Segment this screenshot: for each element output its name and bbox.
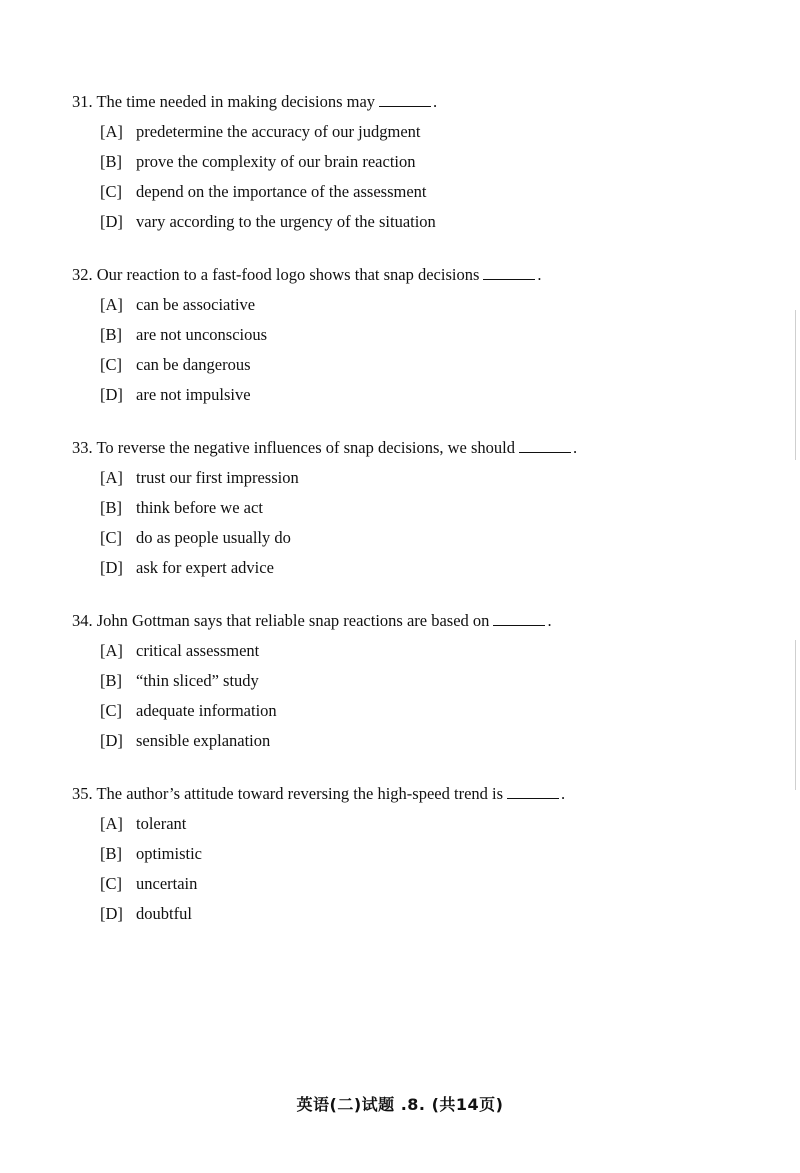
option-text: uncertain <box>136 874 198 893</box>
option-text: can be dangerous <box>136 355 251 374</box>
question-text: Our reaction to a fast-food logo shows that snap decisions <box>96 265 480 284</box>
question-33 <box>72 436 712 580</box>
option-letter: [A] <box>100 468 123 487</box>
option-text: think before we act <box>136 498 263 517</box>
answer-blank <box>493 611 545 626</box>
option-b <box>100 842 712 866</box>
question-35 <box>72 782 712 926</box>
option-c <box>100 180 712 204</box>
question-number: 31. <box>72 92 93 111</box>
option-text: are not unconscious <box>136 325 268 344</box>
option-text: sensible explanation <box>136 731 271 750</box>
question-text: The author’s attitude toward reversing the high-speed trend is <box>96 784 504 803</box>
option-d <box>100 729 712 753</box>
question-stem <box>72 609 712 633</box>
scan-edge-line <box>795 640 796 790</box>
option-letter: [A] <box>100 122 123 141</box>
question-32 <box>72 263 712 407</box>
scan-edge-line <box>795 310 796 460</box>
option-c <box>100 872 712 896</box>
question-34 <box>72 609 712 753</box>
question-stem <box>72 263 712 287</box>
option-text: “thin sliced” study <box>136 671 259 690</box>
option-letter: [B] <box>100 152 122 171</box>
page-footer: 英语(二)试题 .8. (共14页) <box>296 1095 504 1114</box>
question-suffix: . <box>433 92 438 111</box>
question-stem <box>72 436 712 460</box>
option-letter: [B] <box>100 325 122 344</box>
question-suffix: . <box>537 265 542 284</box>
option-text: trust our first impression <box>136 468 299 487</box>
option-letter: [A] <box>100 641 123 660</box>
option-letter: [C] <box>100 528 122 547</box>
option-text: tolerant <box>136 814 187 833</box>
question-suffix: . <box>573 438 578 457</box>
option-d <box>100 210 712 234</box>
option-text: can be associative <box>136 295 256 314</box>
option-text: ask for expert advice <box>136 558 274 577</box>
option-text: prove the complexity of our brain reaction <box>136 152 416 171</box>
option-list <box>100 120 712 234</box>
option-a <box>100 466 712 490</box>
option-c <box>100 526 712 550</box>
question-stem <box>72 782 712 806</box>
question-31 <box>72 90 712 234</box>
option-c <box>100 353 712 377</box>
option-letter: [C] <box>100 182 122 201</box>
option-letter: [D] <box>100 904 123 923</box>
question-suffix: . <box>547 611 552 630</box>
option-list <box>100 812 712 926</box>
option-d <box>100 556 712 580</box>
option-b <box>100 323 712 347</box>
option-a <box>100 120 712 144</box>
option-list <box>100 639 712 753</box>
question-number: 32. <box>72 265 93 284</box>
option-b <box>100 496 712 520</box>
option-letter: [B] <box>100 498 122 517</box>
option-text: adequate information <box>136 701 277 720</box>
answer-blank <box>483 265 535 280</box>
question-number: 33. <box>72 438 93 457</box>
option-letter: [A] <box>100 814 123 833</box>
option-letter: [B] <box>100 844 122 863</box>
question-stem <box>72 90 712 114</box>
option-letter: [C] <box>100 701 122 720</box>
option-list <box>100 293 712 407</box>
question-list <box>72 90 712 955</box>
option-d <box>100 902 712 926</box>
option-letter: [C] <box>100 355 122 374</box>
answer-blank <box>519 438 571 453</box>
option-text: critical assessment <box>136 641 260 660</box>
option-letter: [D] <box>100 385 123 404</box>
question-suffix: . <box>561 784 566 803</box>
option-b <box>100 150 712 174</box>
question-number: 35. <box>72 784 93 803</box>
option-a <box>100 293 712 317</box>
option-text: optimistic <box>136 844 202 863</box>
question-text: The time needed in making decisions may <box>96 92 376 111</box>
option-a <box>100 639 712 663</box>
option-text: depend on the importance of the assessment <box>136 182 427 201</box>
question-text: To reverse the negative influences of snap decisions, we should <box>96 438 516 457</box>
question-number: 34. <box>72 611 93 630</box>
option-letter: [C] <box>100 874 122 893</box>
option-text: predetermine the accuracy of our judgment <box>136 122 421 141</box>
option-b <box>100 669 712 693</box>
option-letter: [A] <box>100 295 123 314</box>
option-letter: [D] <box>100 731 123 750</box>
option-letter: [D] <box>100 558 123 577</box>
option-d <box>100 383 712 407</box>
option-letter: [B] <box>100 671 122 690</box>
answer-blank <box>379 92 431 107</box>
option-c <box>100 699 712 723</box>
option-text: do as people usually do <box>136 528 291 547</box>
option-letter: [D] <box>100 212 123 231</box>
question-text: John Gottman says that reliable snap reactions are based on <box>96 611 490 630</box>
option-text: vary according to the urgency of the situation <box>136 212 436 231</box>
option-a <box>100 812 712 836</box>
option-text: are not impulsive <box>136 385 251 404</box>
answer-blank <box>507 784 559 799</box>
option-text: doubtful <box>136 904 192 923</box>
option-list <box>100 466 712 580</box>
